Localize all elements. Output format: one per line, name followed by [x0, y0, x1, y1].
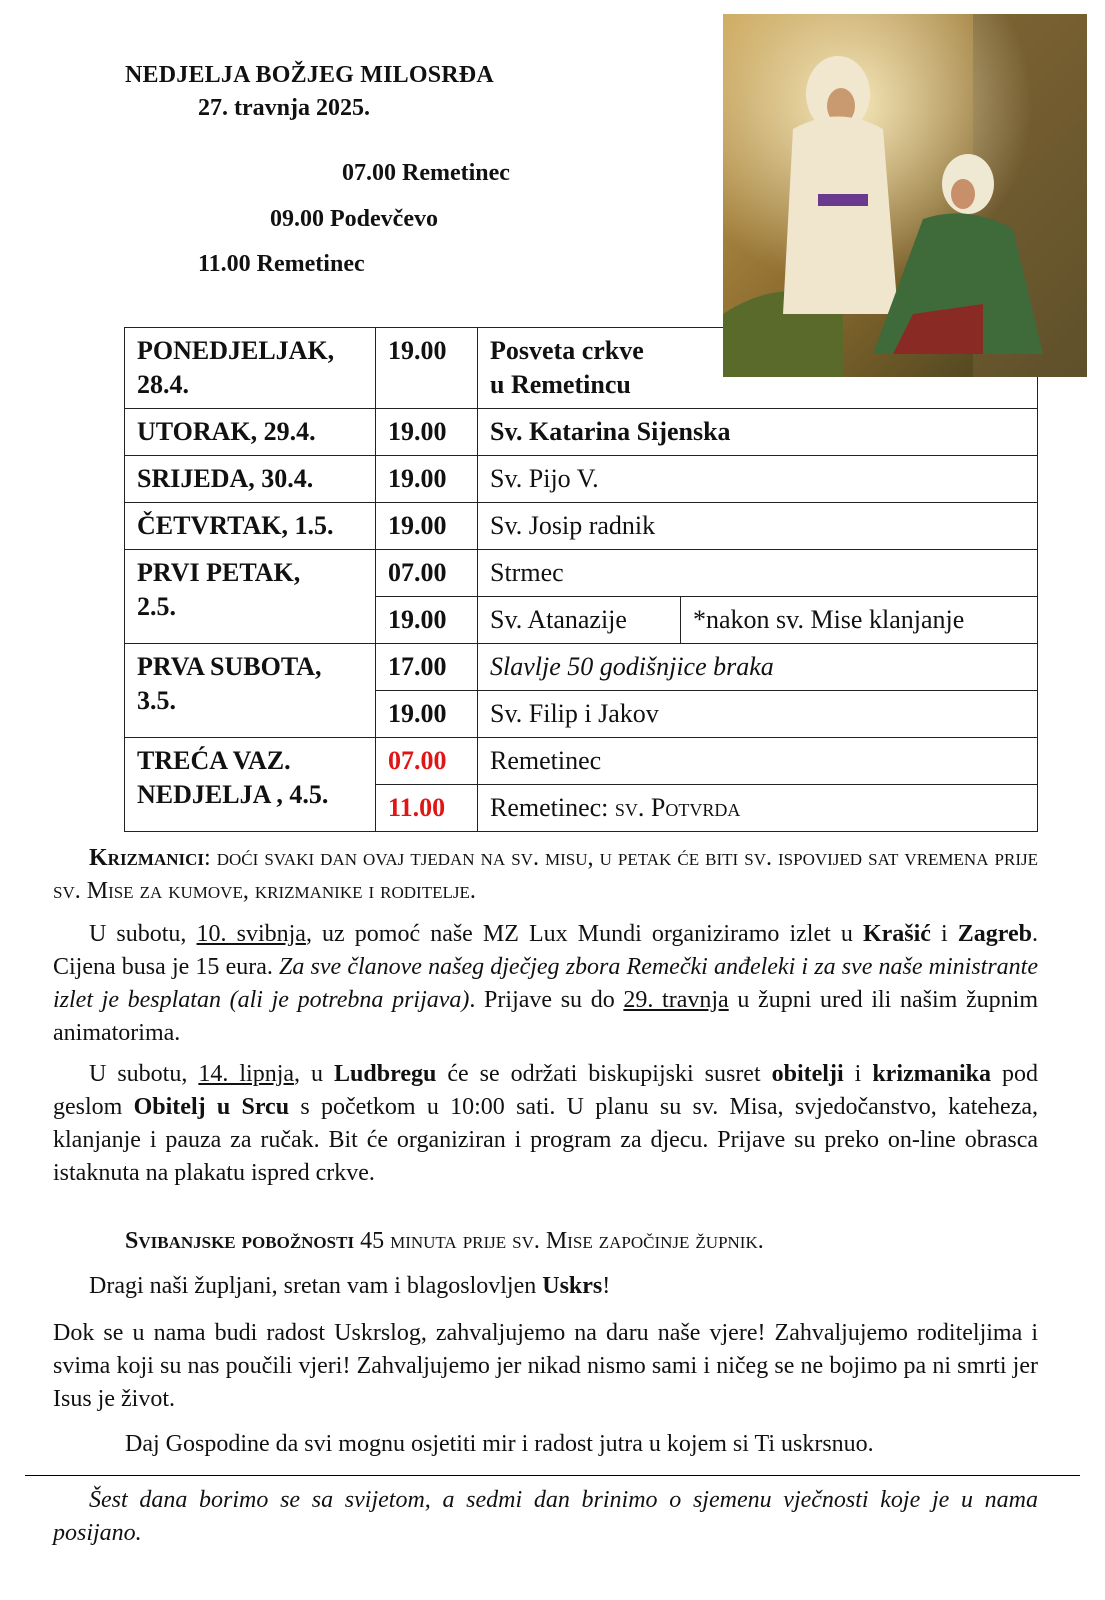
desc-cell: Sv. Katarina Sijenska — [478, 409, 1038, 456]
desc-cell: Posveta crkve u Remetincu — [478, 328, 1038, 409]
time-cell: 19.00 — [376, 503, 478, 550]
table-row — [125, 550, 1038, 597]
devotions-label: Svibanjske pobožnosti — [125, 1228, 355, 1254]
mass-time-2: 09.00 Podevčevo — [270, 206, 438, 232]
easter-greeting: Dragi naši župljani, sretan vam i blagoslovljen Uskrs! — [89, 1273, 611, 1299]
time-cell: 19.00 — [376, 328, 478, 409]
desc-cell: Remetinec: sv. Potvrda — [478, 785, 1038, 832]
time-cell: 07.00 — [376, 738, 478, 785]
trip-paragraph: U subotu, 10. svibnja, uz pomoć naše MZ Lux Mundi organiziramo izlet u Krašić i Zagreb. Cijena busa je 15 eura. Za sve članove našeg dječjeg zbora Remečki anđeleki i za sve naše ministrante izlet je besplatan (ali je potrebna prijava). Prijave su do 29. travnja u župni ured ili našim župnim animatorima. — [53, 921, 1039, 1046]
meeting-paragraph: U subotu, 14. lipnja, u Ludbregu će se održati biskupijski susret obitelji i krizmanika pod geslom Obitelj u Srcu s početkom u 10:00 sati. U planu su sv. Misa, svjedočanstvo, kateheza, klanjanje i pauza za ručak. Bit će organiziran i program za djecu. Prijave su preko on-line obrasca istaknuta na plakatu ispred crkve. — [53, 1061, 1039, 1186]
time-cell: 11.00 — [376, 785, 478, 832]
desc-cell: Sv. Atanazije — [478, 597, 681, 644]
schedule-table — [124, 327, 1038, 832]
day-cell: PRVA SUBOTA, 3.5. — [125, 644, 376, 738]
time-cell: 19.00 — [376, 597, 478, 644]
devotions-text: 45 minuta prije sv. Mise započinje župnik. — [354, 1228, 764, 1254]
mass-time-1: 07.00 Remetinec — [342, 160, 510, 186]
time-cell: 19.00 — [376, 691, 478, 738]
table-row — [125, 738, 1038, 785]
day-cell: TREĆA VAZ. NEDJELJA , 4.5. — [125, 738, 376, 832]
krizmanici-text: : doći svaki dan ovaj tjedan na sv. misu, u petak će biti sv. ispovijed sat vremena prije sv. Mise za kumove, krizmanike i roditelje. — [53, 845, 1038, 904]
devotions-paragraph — [125, 1225, 1045, 1258]
krizmanici-label: Krizmanici — [89, 845, 205, 871]
desc-cell: Strmec — [478, 550, 1038, 597]
prayer-line: Daj Gospodine da svi mognu osjetiti mir i radost jutra u kojem si Ti uskrsnuo. — [125, 1431, 874, 1457]
desc-cell: Remetinec — [478, 738, 1038, 785]
table-row — [125, 409, 1038, 456]
thanks-paragraph: Dok se u nama budi radost Uskrslog, zahvaljujemo na daru naše vjere! Zahvaljujemo roditeljima i svima koji su nas poučili vjeri! Zahvaljujemo jer nikad nismo sami i ničeg se ne bojimo pa ni smrti jer Isus je život. — [53, 1320, 1038, 1412]
day-cell: SRIJEDA, 30.4. — [125, 456, 376, 503]
desc-cell: Sv. Josip radnik — [478, 503, 1038, 550]
day-cell: UTORAK, 29.4. — [125, 409, 376, 456]
krizmanici-paragraph — [53, 842, 1038, 908]
time-cell: 19.00 — [376, 409, 478, 456]
closing-quote: Šest dana borimo se sa svijetom, a sedmi dan brinimo o sjemenu vječnosti koje je u nama posijano. — [53, 1487, 1038, 1546]
note-cell: *nakon sv. Mise klanjanje — [681, 597, 1038, 644]
desc-cell: Sv. Pijo V. — [478, 456, 1038, 503]
page-date: 27. travnja 2025. — [198, 95, 370, 121]
time-cell: 07.00 — [376, 550, 478, 597]
page-title: NEDJELJA BOŽJEG MILOSRĐA — [125, 62, 494, 88]
day-cell: ČETVRTAK, 1.5. — [125, 503, 376, 550]
table-row — [125, 456, 1038, 503]
divider — [25, 1475, 1080, 1476]
time-cell: 17.00 — [376, 644, 478, 691]
table-row — [125, 644, 1038, 691]
table-row — [125, 503, 1038, 550]
mass-time-3: 11.00 Remetinec — [198, 251, 365, 277]
time-cell: 19.00 — [376, 456, 478, 503]
day-cell: PONEDJELJAK, 28.4. — [125, 328, 376, 409]
desc-cell: Slavlje 50 godišnjice braka — [478, 644, 1038, 691]
painting-image — [723, 14, 1087, 377]
desc-cell: Sv. Filip i Jakov — [478, 691, 1038, 738]
day-cell: PRVI PETAK, 2.5. — [125, 550, 376, 644]
